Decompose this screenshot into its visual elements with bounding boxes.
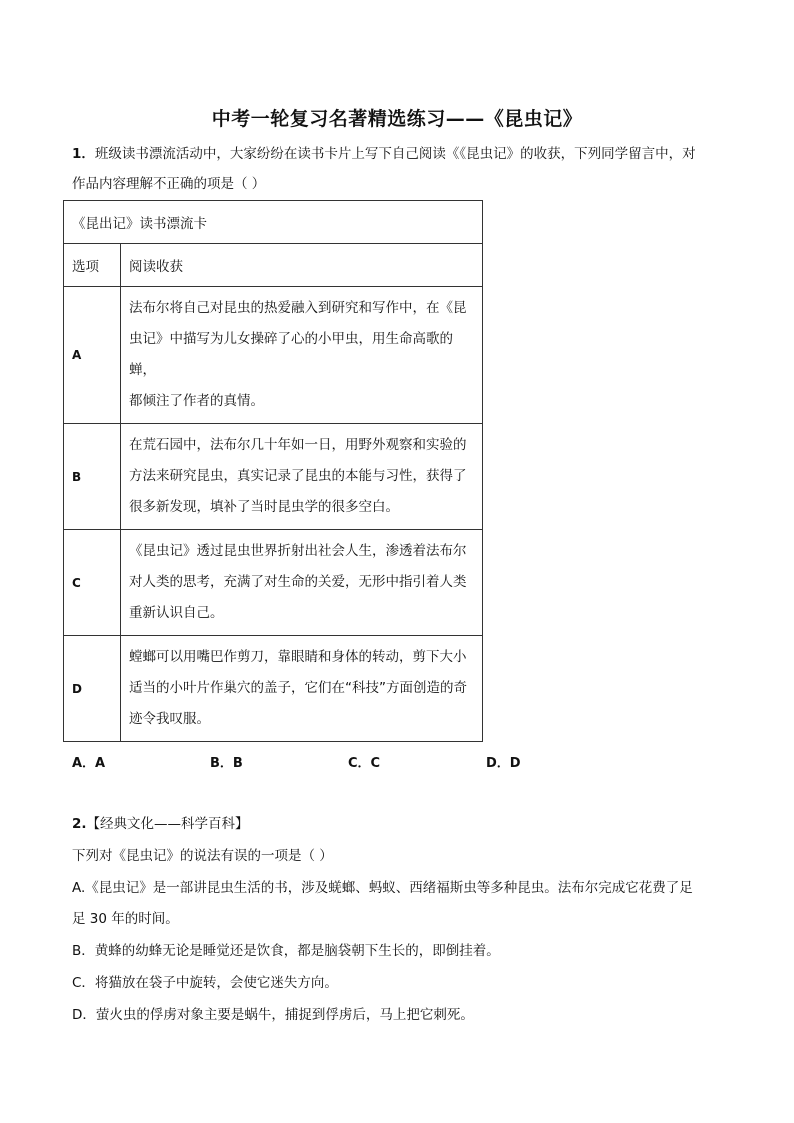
content-line: 重新认识自己。	[129, 605, 224, 621]
content-line: 方法来研究昆虫，真实记录了昆虫的本能与习性，获得了	[129, 468, 467, 484]
q2-heading	[72, 814, 732, 834]
row-content	[121, 636, 483, 742]
q1-stem-text-1: 班级读书漂流活动中，大家纷纷在读书卡片上写下自己阅读《《昆虫记》的收获，下列同学留言中，对	[94, 146, 696, 162]
q2-number: 2.	[72, 816, 87, 832]
reading-card-table	[63, 200, 483, 742]
content-line: 法布尔将自己对昆虫的热爱融入到研究和写作中，在《昆	[129, 300, 467, 316]
row-content	[121, 424, 483, 530]
content-line: 迹令我叹服。	[129, 711, 210, 727]
content-line: 在荒石园中，法布尔几十年如一日，用野外观察和实验的	[129, 437, 467, 453]
row-content	[121, 530, 483, 636]
q2-option-a-line-2: 足 30 年的时间。	[72, 911, 179, 927]
row-option: B	[64, 424, 121, 530]
row-option: C	[64, 530, 121, 636]
content-line: 很多新发现，填补了当时昆虫学的很多空白。	[129, 499, 399, 515]
q2-option-d[interactable]: D．萤火虫的俘虏对象主要是蜗牛，捕捉到俘虏后，马上把它刺死。	[72, 1007, 474, 1023]
table-caption: 《昆出记》读书漂流卡	[64, 201, 483, 244]
table-row	[64, 287, 483, 424]
q1-stem-line-1	[72, 144, 732, 164]
row-option: D	[64, 636, 121, 742]
choice-d[interactable]: D．D	[486, 756, 521, 771]
choice-b[interactable]: B．B	[210, 756, 243, 771]
content-line: 虫记》中描写为儿女操碎了心的小甲虫，用生命高歌的蝉，	[129, 331, 453, 378]
table-header-option: 选项	[64, 244, 121, 287]
choice-a[interactable]: A．A	[72, 756, 106, 771]
table-row	[64, 424, 483, 530]
q1-number: 1．	[72, 146, 95, 162]
table-header-content: 阅读收获	[121, 244, 483, 287]
table-row	[64, 530, 483, 636]
q2-tag: 【经典文化——科学百科】	[86, 816, 249, 832]
q2-option-a-line-1[interactable]: A.《昆虫记》是一部讲昆虫生活的书，涉及蜣螂、蚂蚁、西绪福斯虫等多种昆虫。法布尔完成它花费了足	[72, 880, 693, 896]
q2-option-c[interactable]: C．将猫放在袋子中旋转，会使它迷失方向。	[72, 975, 338, 991]
q2-stem: 下列对《昆虫记》的说法有误的一项是（ ）	[72, 848, 333, 864]
table-row	[64, 636, 483, 742]
q2-option-b[interactable]: B．黄蜂的幼蜂无论是睡觉还是饮食，都是脑袋朝下生长的，即倒挂着。	[72, 943, 500, 959]
q1-stem-line-2: 作品内容理解不正确的项是（ ）	[72, 176, 266, 192]
row-content	[121, 287, 483, 424]
content-line: 对人类的思考，充满了对生命的关爱，无形中指引着人类	[129, 574, 467, 590]
content-line: 螳螂可以用嘴巴作剪刀，靠眼睛和身体的转动，剪下大小	[129, 649, 467, 665]
choice-c[interactable]: C．C	[348, 756, 381, 771]
row-option: A	[64, 287, 121, 424]
content-line: 《昆虫记》透过昆虫世界折射出社会人生，渗透着法布尔	[129, 543, 467, 559]
content-line: 都倾注了作者的真情。	[129, 393, 264, 409]
content-line: 适当的小叶片作巢穴的盖子，它们在“科技”方面创造的奇	[129, 680, 467, 696]
document-title: 中考一轮复习名著精选练习——《昆虫记》	[211, 108, 583, 130]
